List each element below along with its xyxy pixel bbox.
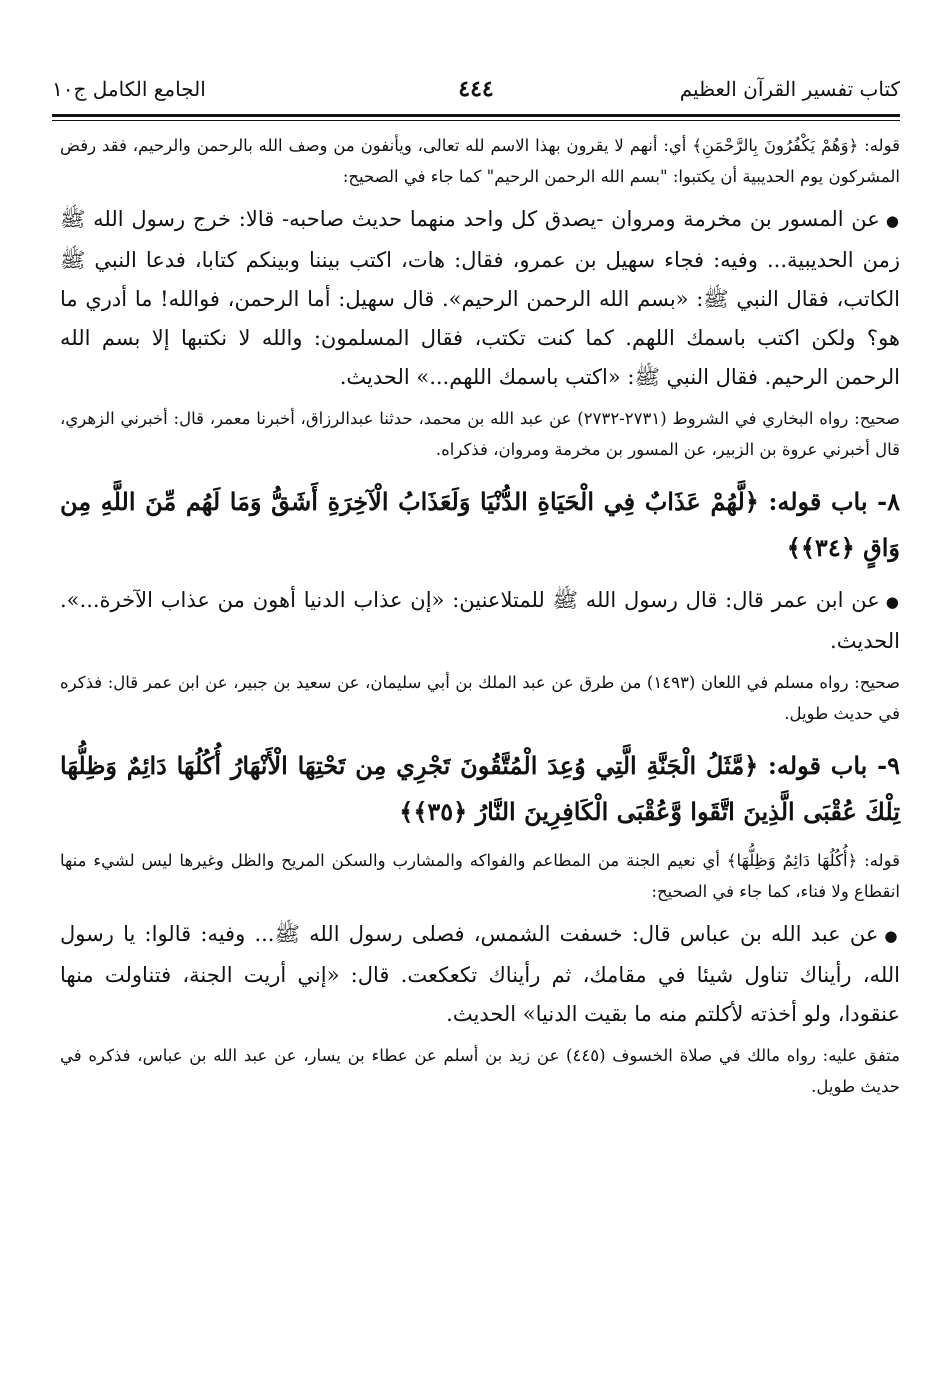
hadith-paragraph bbox=[60, 581, 900, 661]
hadith-paragraph bbox=[60, 915, 900, 1034]
bullet-icon: ● bbox=[885, 212, 900, 230]
page-body bbox=[60, 130, 900, 1116]
takhrij-note: صحيح: رواه مسلم في اللعان (١٤٩٣) من طرق عن عبد الملك بن أبي سليمان، عن سعيد بن جبير، عن ابن عمر قال: فذكره في حديث طويل. bbox=[60, 673, 900, 723]
hadith-text: عن ابن عمر قال: قال رسول الله ﷺ للمتلاعنين: «إن عذاب الدنيا أهون من عذاب الآخرة...». الحديث. bbox=[60, 588, 900, 653]
chapter-heading: ٨- باب قوله: ﴿لَّهُمْ عَذَابٌ فِي الْحَيَاةِ الدُّنْيَا وَلَعَذَابُ الْآخِرَةِ أَشَقُّ وَمَا لَهُم مِّنَ اللَّهِ مِن وَاقٍ ﴿٣٤﴾﴾ bbox=[60, 487, 900, 562]
chapter-heading: ٩- باب قوله: ﴿مَّثَلُ الْجَنَّةِ الَّتِي وُعِدَ الْمُتَّقُونَ تَجْرِي مِن تَحْتِهَا الْأَنْهَارُ أُكُلُهَا دَائِمٌ وَظِلُّهَا تِلْكَ عُقْبَى الَّذِينَ اتَّقَوا وَّعُقْبَى الْكَافِرِينَ النَّارُ ﴿٣٥﴾﴾ bbox=[60, 751, 900, 826]
hadith-paragraph bbox=[60, 200, 900, 397]
bullet-icon: ● bbox=[885, 593, 900, 611]
takhrij-note: متفق عليه: رواه مالك في صلاة الخسوف (٤٤٥) عن زيد بن أسلم عن عطاء بن يسار، عن عبد الله بن عباس، فذكره في حديث طويل. bbox=[60, 1046, 900, 1096]
book-title: كتاب تفسير القرآن العظيم bbox=[679, 77, 900, 101]
bullet-icon: ● bbox=[884, 927, 901, 945]
commentary-paragraph: قوله: ﴿أُكُلُهَا دَائِمٌ وَظِلُّهَا﴾ أي نعيم الجنة من المطاعم والفواكه والمشارب والسكن المريح والظل وغيرها ليس لشيء منها انقطاع ولا فناء، كما جاء في الصحيح: bbox=[60, 851, 900, 901]
header-rule-thick bbox=[52, 114, 900, 117]
commentary-paragraph: قوله: ﴿وَهُمْ يَكْفُرُونَ بِالرَّحْمَنِ﴾ أي: أنهم لا يقرون بهذا الاسم لله تعالى، ويأنفون من وصف الله بالرحمن والرحيم، فقد رفض المشركون يوم الحديبية أن يكتبوا: "بسم الله الرحمن الرحيم" كما جاء في الصحيح: bbox=[60, 136, 900, 186]
hadith-text: عن المسور بن مخرمة ومروان -يصدق كل واحد منهما حديث صاحبه- قالا: خرج رسول الله ﷺ زمن الحديبية... وفيه: فجاء سهيل بن عمرو، فقال: هات، اكتب بيننا وبينكم كتابا، فدعا النبي ﷺ الكاتب، فقال النبي ﷺ: «بسم الله الرحمن الرحيم». قال سهيل: أما الرحمن، فوالله! ما أدري ما هو؟ ولكن اكتب باسمك اللهم. كما كنت تكتب، فقال المسلمون: والله لا نكتبها إلا بسم الله الرحمن الرحيم. فقال النبي ﷺ: «اكتب باسمك اللهم...» الحديث. bbox=[60, 207, 900, 389]
page-number: ٤٤٤ bbox=[458, 76, 494, 102]
hadith-text: عن عبد الله بن عباس قال: خسفت الشمس، فصلى رسول الله ﷺ... وفيه: قالوا: يا رسول الله، رأيناك تناول شيئا في مقامك، ثم رأيناك تكعكعت. قال: «إني أريت الجنة، فتناولت منها عنقودا، ولو أخذته لأكلتم منه ما بقيت الدنيا» الحديث. bbox=[60, 922, 900, 1026]
volume-label: الجامع الكامل ج١٠ bbox=[52, 77, 206, 101]
takhrij-note: صحيح: رواه البخاري في الشروط (٢٧٣١-٢٧٣٢) عن عبد الله بن محمد، حدثنا عبدالرزاق، أخبرنا معمر، قال: أخبرني الزهري، قال أخبرني عروة بن الزبير، عن المسور بن مخرمة ومروان، فذكراه. bbox=[60, 409, 900, 459]
header-rule-thin bbox=[52, 120, 900, 121]
page-header bbox=[52, 72, 900, 106]
